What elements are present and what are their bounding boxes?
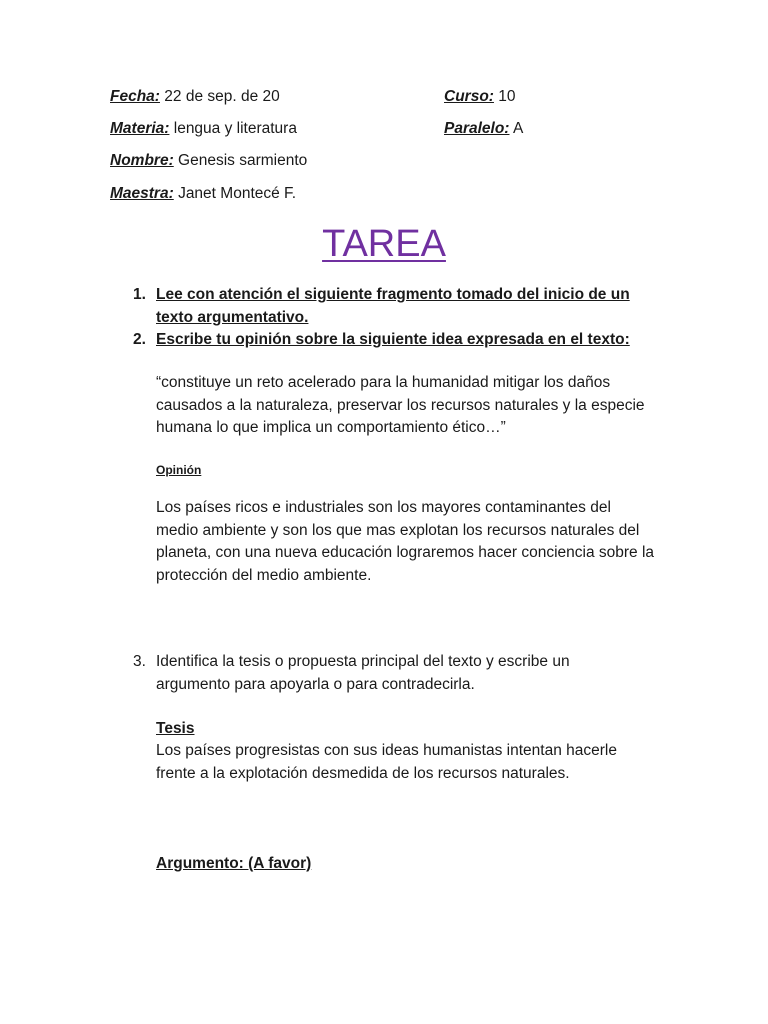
- curso-label: Curso:: [444, 88, 494, 105]
- page-title: TAREA: [322, 223, 446, 265]
- opinion-text: Los países ricos e industriales son los mayores contaminantes del medio ambiente y son los que mas explotan los recursos naturales del planeta, con una nueva educación lograremos hacer conciencia sobre la protección del medio ambiente.: [156, 499, 655, 584]
- nombre-field: [110, 151, 307, 171]
- tesis-label: Tesis: [156, 720, 195, 737]
- materia-value: lengua y literatura: [173, 120, 297, 137]
- paralelo-value: A: [512, 120, 524, 137]
- maestra-field: [110, 184, 296, 204]
- quote-text: “constituye un reto acelerado para la humanidad mitigar los daños causados a la naturaleza, preservar los recursos naturales y la especie humana lo que implica un comportamiento ético…”: [156, 374, 645, 436]
- item-1-text: Lee con atención el siguiente fragmento tomado del inicio de un texto argumentativo.: [156, 286, 630, 326]
- fecha-value: 22 de sep. de 20: [164, 88, 280, 105]
- tesis-text: Los países progresistas con sus ideas humanistas intentan hacerle frente a la explotación desmedida de los recursos naturales.: [156, 742, 617, 782]
- curso-field: [444, 87, 516, 107]
- paralelo-field: [444, 119, 523, 139]
- item-3-text: Identifica la tesis o propuesta principal del texto y escribe un argumento para apoyarla o para contradecirla.: [156, 653, 570, 693]
- maestra-value: Janet Montecé F.: [178, 185, 297, 202]
- item-2-text: Escribe tu opinión sobre la siguiente idea expresada en el texto:: [156, 331, 630, 348]
- nombre-label: Nombre:: [110, 152, 174, 169]
- materia-label: Materia:: [110, 120, 170, 137]
- item-3-number: 3.: [133, 653, 146, 670]
- materia-field: [110, 119, 297, 139]
- argumento-label: Argumento: (A favor): [156, 855, 312, 872]
- item-1-number: 1.: [133, 286, 146, 303]
- curso-value: 10: [498, 88, 516, 105]
- maestra-label: Maestra:: [110, 185, 174, 202]
- paralelo-label: Paralelo:: [444, 120, 510, 137]
- item-2-number: 2.: [133, 331, 146, 348]
- opinion-label: Opinión: [156, 463, 202, 477]
- nombre-value: Genesis sarmiento: [178, 152, 308, 169]
- fecha-field: [110, 87, 280, 107]
- fecha-label: Fecha:: [110, 88, 160, 105]
